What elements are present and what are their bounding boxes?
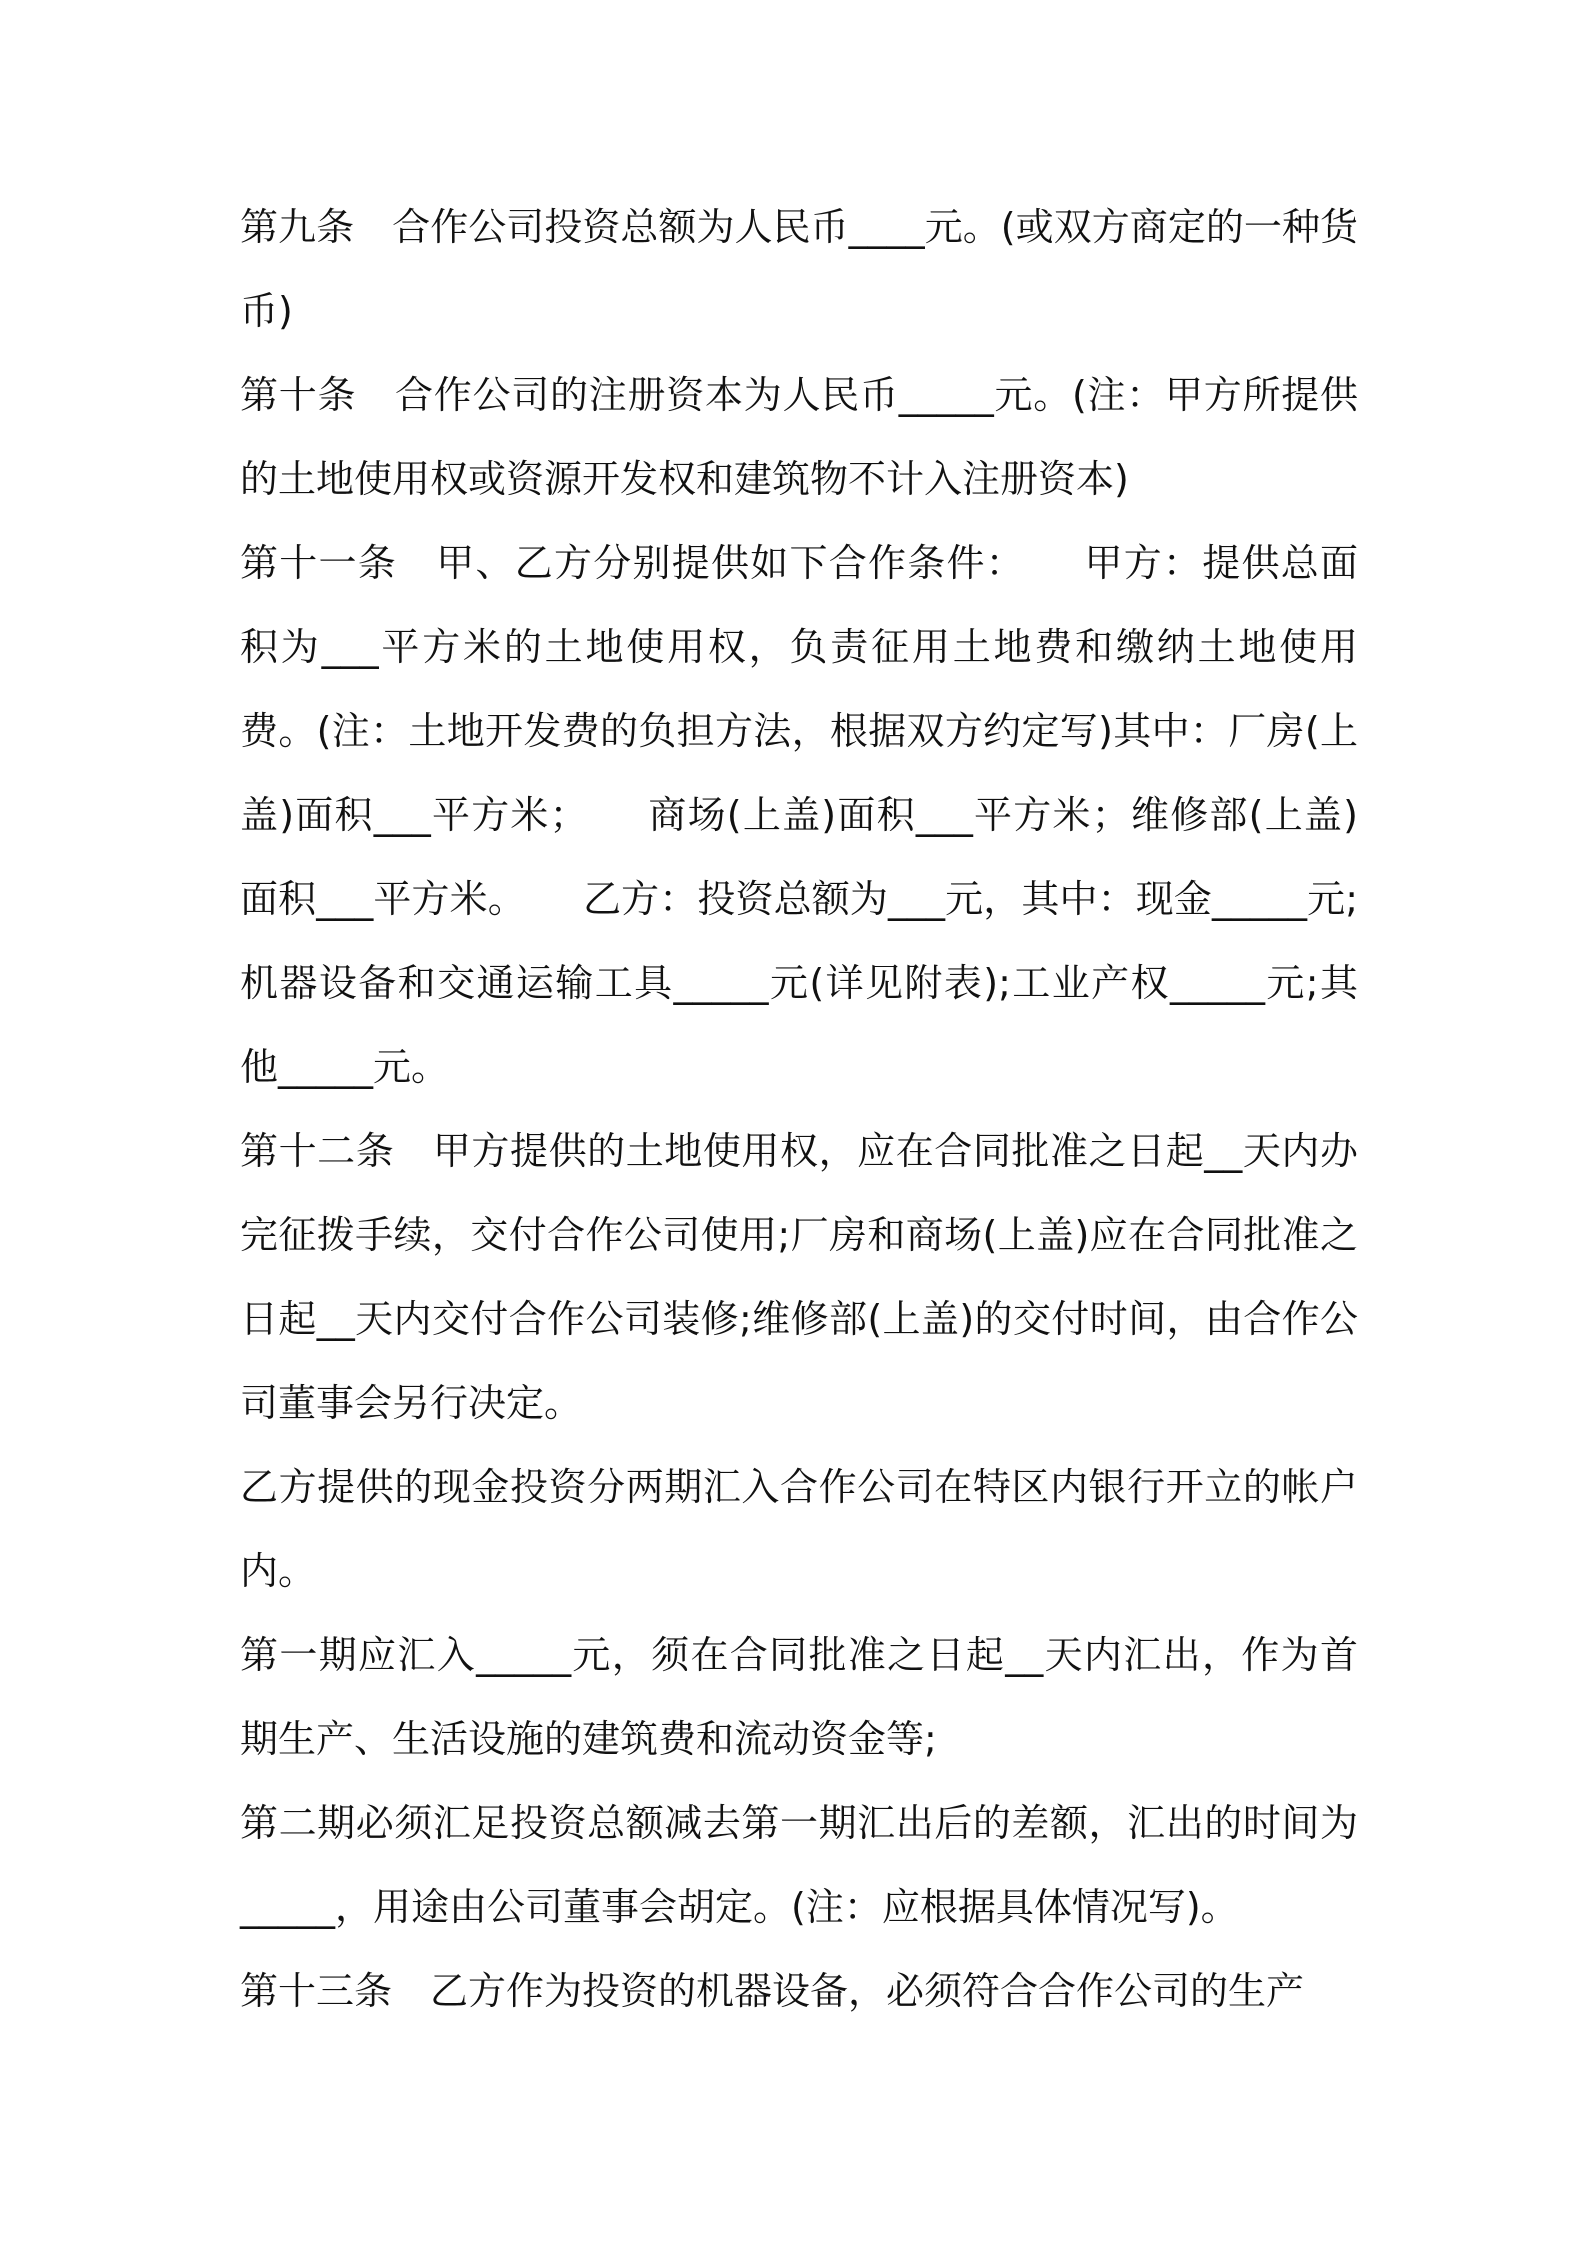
- article-9: 第九条 合作公司投资总额为人民币____元。(或双方商定的一种货币): [240, 205, 1358, 333]
- article-10: 第十条 合作公司的注册资本为人民币_____元。(注：甲方所提供的土地使用权或资源开发权和建筑物不计入注册资本): [240, 373, 1358, 501]
- article-12: 第十二条 甲方提供的土地使用权，应在合同批准之日起__天内办完征拨手续，交付合作公司使用;厂房和商场(上盖)应在合同批准之日起__天内交付合作公司装修;维修部(上盖)的交付时间，由合作公司董事会另行决定。: [240, 1129, 1358, 1425]
- first-installment-paragraph: 第一期应汇入_____元，须在合同批准之日起__天内汇出，作为首期生产、生活设施的建筑费和流动资金等;: [240, 1633, 1358, 1761]
- document-page: [240, 185, 1358, 2033]
- second-installment-paragraph: 第二期必须汇足投资总额减去第一期汇出后的差额，汇出的时间为_____，用途由公司董事会胡定。(注：应根据具体情况写)。: [240, 1801, 1358, 1929]
- cash-investment-paragraph: 乙方提供的现金投资分两期汇入合作公司在特区内银行开立的帐户内。: [240, 1465, 1358, 1593]
- article-13: 第十三条 乙方作为投资的机器设备，必须符合合作公司的生产: [240, 1969, 1305, 2013]
- article-11: 第十一条 甲、乙方分别提供如下合作条件： 甲方：提供总面积为___平方米的土地使用权，负责征用土地费和缴纳土地使用费。(注：土地开发费的负担方法，根据双方约定写)其中：厂房(上盖)面积___平方米； 商场(上盖)面积___平方米；维修部(上盖)面积___平方米。 乙方：投资总额为___元，其中：现金_____元;机器设备和交通运输工具_____元(详见附表);工业产权_____元;其他_____元。: [240, 541, 1358, 1089]
